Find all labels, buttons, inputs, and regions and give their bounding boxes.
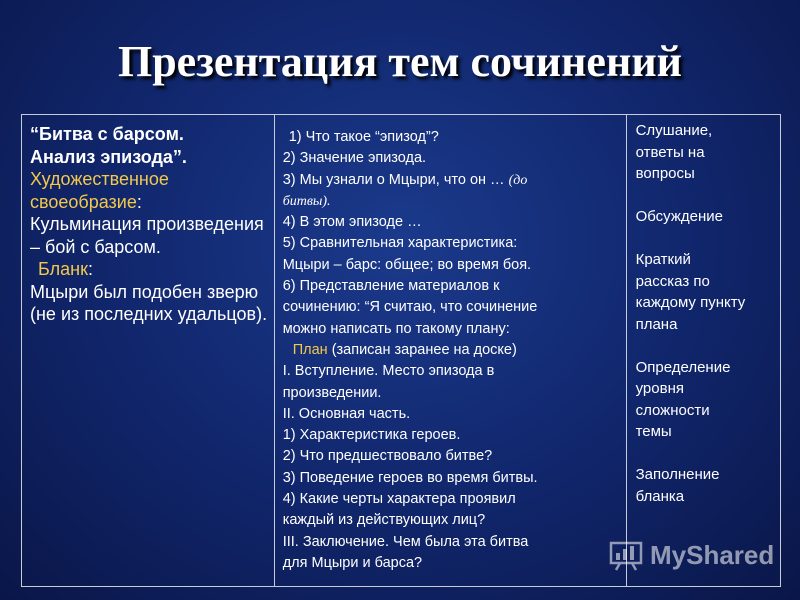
plan-line: 6) Представление материалов к [282,278,500,295]
art-feature-label-text: Художественное своеобразие [30,169,169,212]
watermark [608,535,780,575]
plan-line: 2) Что предшествовало битве? [282,448,493,465]
plan-line: произведении. [282,384,382,401]
activity-line: ответы на [635,143,705,161]
activity-line: бланка [635,487,685,505]
plan-line: 1) Характеристика героев. [282,427,461,444]
watermark-text: MyShared [650,539,775,570]
content-table [21,114,781,587]
activity-line: Краткий [635,251,691,268]
plan-line: Мцыри – барс: общее; во время боя. [282,256,532,273]
activity-line: Слушание, [635,122,713,139]
plan-line: 4) В этом эпизоде … [282,214,422,231]
blank-text: Мцыри был подобен зверю (не из последних удальцов). [30,281,268,324]
plan-line-text: 3) Мы узнали о Мцыри, что он … [282,171,505,188]
plan-line: для Мцыри и барса? [282,554,423,571]
plan-line: 5) Сравнительная характеристика: [282,235,518,252]
activity-line: Обсуждение [635,208,723,225]
plan-line: 1) Что такое “эпизод”? [288,129,439,145]
activity-difficulty [636,357,776,443]
column-topic [22,115,275,587]
activity-line: плана [635,315,678,333]
activity-line: каждому пункту [635,294,746,311]
plan-line: 3) Поведение героев во время битвы. [282,469,538,486]
column-activities [626,115,780,587]
plan-line-3 [283,170,622,191]
plan-label-line [283,340,622,361]
activity-retelling [636,249,776,335]
colon: : [87,259,93,279]
plan-line: можно написать по такому плану: [282,320,510,337]
plan-line-note: битвы). [282,193,331,209]
activity-line: уровня [635,380,684,397]
activity-line: рассказ по [635,272,710,290]
plan-line: I. Вступление. Место эпизода в [282,363,495,380]
topic-heading-line1: “Битва с барсом. [30,124,184,144]
plan-line-note: (до [508,172,528,188]
activity-line: Заполнение [635,466,720,483]
slide-title: Презентация тем сочинений [117,37,683,86]
colon: : [136,191,142,212]
plan-label: План [292,341,328,358]
plan-line: 2) Значение эпизода. [282,150,427,167]
column-plan [274,115,626,587]
activity-line: сложности [635,401,710,419]
plan-line: II. Основная часть. [282,405,411,422]
activity-line: вопросы [635,165,695,182]
topic-heading-line2: Анализ эпизода”. [30,146,187,167]
art-feature-label [30,168,268,213]
blank-label-text: Бланк [38,259,88,279]
plan-line: 4) Какие черты характера проявил [282,491,516,508]
blank-label [30,258,268,281]
activity-discussion [636,206,776,228]
art-feature-text: Кульминация произведения – бой с барсом. [30,214,264,257]
plan-line: III. Заключение. Чем была эта битва [282,533,529,550]
activity-line: темы [635,423,672,440]
plan-label-note: (записан заранее на доске) [331,341,517,358]
plan-line: каждый из действующих лиц? [282,512,486,529]
plan-line: сочинению: “Я считаю, что сочинение [282,299,538,316]
activity-line: Определение [635,358,731,376]
activity-listening [636,120,776,185]
presentation-icon [608,537,644,573]
activity-form [636,464,776,507]
